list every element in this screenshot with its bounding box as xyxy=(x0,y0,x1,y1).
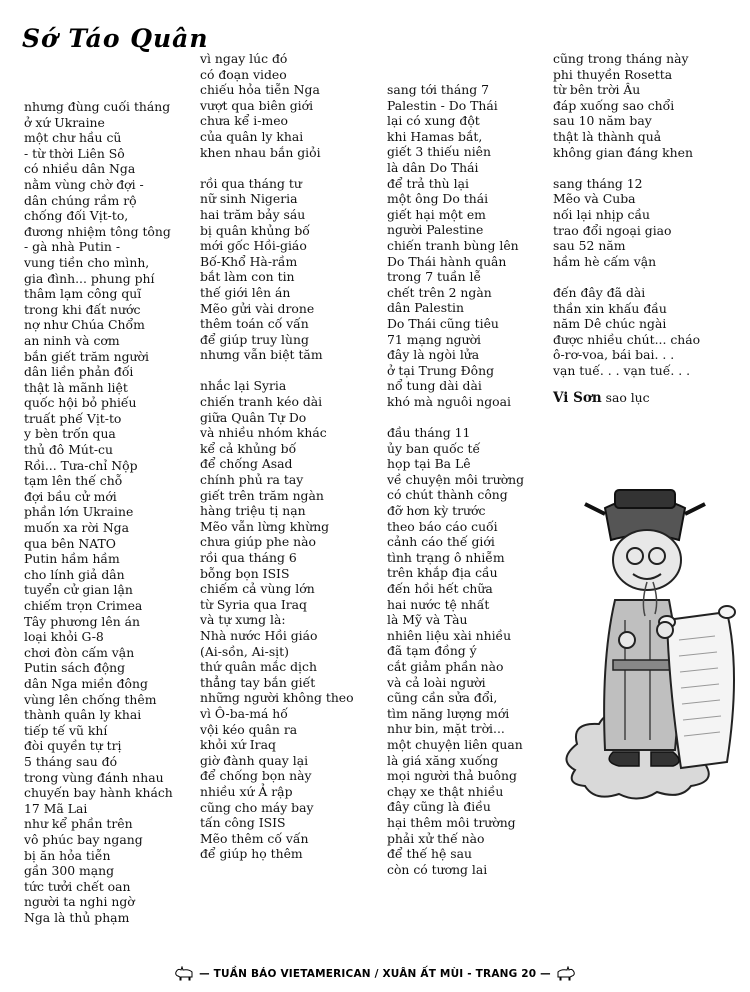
author-name: Vi Sơn xyxy=(553,390,602,407)
poem-line: thật là thành quả xyxy=(553,128,662,144)
poem-column-3 xyxy=(387,82,524,877)
stanza-break xyxy=(200,160,354,176)
poem-line: vì Ô-ba-má hố xyxy=(200,705,288,721)
poem-line: Tây phương lên án xyxy=(24,613,141,629)
poem-line: Putin hầm hầm xyxy=(24,551,120,567)
poem-line: chiến tranh kéo dài xyxy=(200,394,323,410)
poem-line: chiếm cả vùng lớn xyxy=(200,581,315,597)
poem-line: thêm toán cố vấn xyxy=(200,316,309,332)
poem-line: vì ngay lúc đó xyxy=(200,51,288,66)
poem-line: loại khỏi G-8 xyxy=(24,629,104,645)
signature xyxy=(553,390,700,407)
poem-line: ô-rơ-voa, bái bai. . . xyxy=(553,347,675,363)
poem-line: là dân Do Thái xyxy=(387,159,479,175)
poem-line: rồi qua tháng 6 xyxy=(200,550,297,565)
poem-line: sang tới tháng 7 xyxy=(387,82,490,97)
poem-line: ủy ban quốc tế xyxy=(387,440,481,456)
poem-line: và tự xưng là: xyxy=(200,612,286,628)
poem-line: lại có xung đột xyxy=(387,113,480,129)
poem-line: đầu tháng 11 xyxy=(387,425,471,441)
poem-line: đây cũng là điều xyxy=(387,799,491,815)
poem-line: ở xứ Ukraine xyxy=(24,114,105,130)
poem-line: đương nhiệm tông tông xyxy=(24,223,171,239)
poem-line: về chuyện môi trường xyxy=(387,471,525,487)
poem-line: nhưng đùng cuối tháng xyxy=(24,99,171,114)
poem-line: giết trên trăm ngàn xyxy=(200,487,324,503)
poem-line: trong khi đất nước xyxy=(24,301,141,317)
poem-line: vượt qua biên giới xyxy=(200,97,314,113)
poem-line: nằm vùng chờ đợi - xyxy=(24,176,144,192)
poem-line: thật là mãnh liệt xyxy=(24,379,128,395)
poem-line: dân chúng rầm rộ xyxy=(24,192,137,208)
poem-line: Mẽo gửi vài drone xyxy=(200,300,315,316)
poem-line: vạn tuế. . . vạn tuế. . . xyxy=(553,362,691,378)
poem-line: trên khắp địa cầu xyxy=(387,565,498,581)
poem-line: vô phúc bay ngang xyxy=(24,831,143,847)
poem-line: giết 3 thiếu niên xyxy=(387,144,491,160)
poem-line: nhiên liệu xài nhiều xyxy=(387,627,512,643)
poem-line: sau 10 năm bay xyxy=(553,113,652,129)
poem-line: ở tại Trung Đông xyxy=(387,362,495,378)
poem-line: tìm năng lượng mới xyxy=(387,705,510,721)
poem-line: như bin, mặt trời... xyxy=(387,721,505,737)
poem-line: cắt giảm phần nào xyxy=(387,658,504,674)
poem-line: - gà nhà Putin - xyxy=(24,239,121,255)
poem-line: bị quân khủng bố xyxy=(200,222,310,238)
poem-line: chính phủ ra tay xyxy=(200,472,304,488)
poem-line: cho lính giả dân xyxy=(24,566,125,582)
poem-line: của quân ly khai xyxy=(200,128,304,144)
poem-line: cảnh cáo thế giới xyxy=(387,534,495,550)
poem-line: nối lại nhịp cầu xyxy=(553,206,651,222)
poem-line: rồi qua tháng tư xyxy=(200,175,302,191)
poem-line: chưa kể i-meo xyxy=(200,113,288,129)
poem-line: hầm hè cấm vận xyxy=(553,253,657,269)
poem-line: sang tháng 12 xyxy=(553,175,643,191)
poem-line: truất phế Vịt-to xyxy=(24,410,122,426)
poem-line: năm Dê chúc ngài xyxy=(553,316,667,332)
poem-line: Mẽo vẫn lừng khừng xyxy=(200,518,330,534)
goat-icon xyxy=(555,966,577,982)
poem-line: một chuyện liên quan xyxy=(387,736,523,752)
poem-line: muốn xa rời Nga xyxy=(24,520,129,536)
poem-line: không gian đáng khen xyxy=(553,144,693,160)
poem-line: hai nước tệ nhất xyxy=(387,596,490,612)
poem-line: tiếp tế vũ khí xyxy=(24,722,108,738)
poem-line: để trả thù lại xyxy=(387,175,469,191)
poem-line: giờ đành quay lại xyxy=(200,752,309,768)
poem-line: và cả loài người xyxy=(387,674,486,690)
poem-line: khi Hamas bắt, xyxy=(387,128,483,144)
poem-line: một ông Do thái xyxy=(387,191,489,207)
poem-line: gần 300 mạng xyxy=(24,863,115,879)
poem-line: người ta nghi ngờ xyxy=(24,894,135,910)
poem-line: còn có tương lai xyxy=(387,861,488,877)
poem-line: Rồi... Tưa-chỉ Nộp xyxy=(24,457,138,473)
poem-line: Do Thái hành quân xyxy=(387,253,507,269)
stanza-break xyxy=(553,160,700,176)
poem-column-2 xyxy=(200,51,354,862)
poem-line: đáp xuống sao chổi xyxy=(553,97,675,113)
poem-line: khỏi xứ Iraq xyxy=(200,737,276,753)
poem-line: để giúp truy lùng xyxy=(200,331,309,347)
poem-line: thủ đô Mút-cu xyxy=(24,442,113,458)
poem-column-1 xyxy=(24,99,173,925)
page-title: Sớ Táo Quân xyxy=(22,24,209,53)
poem-line: để giúp họ thêm xyxy=(200,846,303,862)
poem-line: tạm lên thế chỗ xyxy=(24,473,123,489)
poem-column-4 xyxy=(553,51,700,407)
stanza-break xyxy=(200,363,354,379)
author-suffix: sao lục xyxy=(601,390,650,406)
poem-line: có nhiều dân Nga xyxy=(24,161,136,177)
poem-line: chống đối Vịt-to, xyxy=(24,208,129,224)
poem-line: khó mà nguôi ngoai xyxy=(387,393,511,409)
poem-line: để thế hệ sau xyxy=(387,846,472,862)
poem-line: y bèn trốn qua xyxy=(24,426,116,442)
poem-line: đây là ngòi lửa xyxy=(387,347,480,363)
poem-line: Bố-Khổ Hà-rầm xyxy=(200,253,298,269)
stanza-break xyxy=(387,409,524,425)
stanza-break xyxy=(553,269,700,285)
poem-line: chơi đòn cấm vận xyxy=(24,644,135,660)
poem-line: là giá xăng xuống xyxy=(387,752,499,768)
poem-line: bắn giết trăm người xyxy=(24,348,149,364)
poem-line: 5 tháng sau đó xyxy=(24,753,118,769)
poem-line: họp tại Ba Lê xyxy=(387,456,471,472)
poem-line: để chống bọn này xyxy=(200,768,312,784)
poem-line: Mẽo và Cuba xyxy=(553,191,636,207)
poem-line: nhưng vẫn biệt tăm xyxy=(200,347,323,363)
poem-line: bắt làm con tin xyxy=(200,269,295,285)
poem-line: chưa giúp phe nào xyxy=(200,534,316,550)
poem-line: thần xin khấu đầu xyxy=(553,300,667,316)
poem-line: cũng trong tháng này xyxy=(553,51,689,66)
poem-line: hai trăm bảy sáu xyxy=(200,206,306,222)
poem-line: bị ăn hỏa tiễn xyxy=(24,847,111,863)
poem-line: hại thêm môi trường xyxy=(387,814,516,830)
poem-line: mọi người thả buông xyxy=(387,768,517,784)
poem-line: từ bên trời Âu xyxy=(553,82,641,98)
poem-line: nhắc lại Syria xyxy=(200,378,287,394)
poem-line: tuyển cử gian lận xyxy=(24,582,133,598)
poem-line: giết hại một em xyxy=(387,206,486,222)
poem-line: thứ quân mắc dịch xyxy=(200,659,317,675)
poem-line: giữa Quân Tự Do xyxy=(200,409,307,425)
poem-line: Mẽo thêm cố vấn xyxy=(200,830,309,846)
poem-line: vùng lên chống thêm xyxy=(24,691,157,707)
goat-icon xyxy=(173,966,195,982)
footer-text: — TUẦN BÁO VIETAMERICAN / XUÂN ẤT MÙI - TRANG 20 — xyxy=(199,968,551,980)
poem-line: nữ sinh Nigeria xyxy=(200,191,298,207)
poem-line: đã tạm đồng ý xyxy=(387,643,477,659)
poem-line: dân liền phản đối xyxy=(24,364,134,380)
poem-line: đòi quyền tự trị xyxy=(24,738,122,754)
poem-line: chuyến bay hành khách xyxy=(24,785,173,801)
poem-line: gia đình... phung phí xyxy=(24,270,155,286)
poem-line: Putin sách động xyxy=(24,660,126,676)
poem-line: (Ai-sồn, Ai-sịt) xyxy=(200,643,289,659)
poem-line: mới gốc Hồi-giáo xyxy=(200,238,307,254)
poem-line: quốc hội bỏ phiếu xyxy=(24,395,137,411)
poem-line: 71 mạng người xyxy=(387,331,482,347)
poem-line: là Mỹ và Tàu xyxy=(387,612,468,628)
poem-line: cũng cần sửa đổi, xyxy=(387,690,498,706)
kitchen-god-scroll-illustration xyxy=(555,470,745,800)
poem-line: tình trạng ô nhiễm xyxy=(387,549,505,565)
poem-line: cũng cho máy bay xyxy=(200,799,314,815)
poem-line: Nhà nước Hồi giáo xyxy=(200,627,318,643)
poem-line: Nga là thủ phạm xyxy=(24,909,130,925)
poem-line: trong 7 tuần lễ xyxy=(387,269,482,285)
poem-line: những người không theo xyxy=(200,690,354,706)
poem-line: được nhiều chút... cháo xyxy=(553,331,701,347)
poem-line: thành quân ly khai xyxy=(24,707,142,723)
poem-line: vung tiền cho mình, xyxy=(24,254,150,270)
poem-line: từ Syria qua Iraq xyxy=(200,596,307,612)
poem-line: vội kéo quân ra xyxy=(200,721,298,737)
poem-line: thẳng tay bắn giết xyxy=(200,674,316,690)
poem-line: đỡ hơn kỳ trước xyxy=(387,503,486,519)
poem-line: nổ tung dài dài xyxy=(387,378,482,394)
poem-line: chiếm trọn Crimea xyxy=(24,598,143,613)
poem-line: đợi bầu cử mới xyxy=(24,488,117,504)
poem-line: chết trên 2 ngàn xyxy=(387,284,492,300)
poem-line: bỗng bọn ISIS xyxy=(200,565,290,581)
poem-line: 17 Mã Lai xyxy=(24,800,88,816)
poem-line: dân Nga miền đông xyxy=(24,675,148,691)
poem-line: thế giới lên án xyxy=(200,284,291,300)
poem-line: để chống Asad xyxy=(200,456,293,472)
poem-line: sau 52 năm xyxy=(553,238,626,254)
poem-line: chạy xe thật nhiều xyxy=(387,783,504,799)
poem-line: Palestin - Do Thái xyxy=(387,97,498,113)
poem-line: tấn công ISIS xyxy=(200,815,286,831)
poem-line: thâm lạm công quĩ xyxy=(24,286,142,302)
poem-line: nợ như Chúa Chổm xyxy=(24,317,145,333)
poem-line: khen nhau bắn giỏi xyxy=(200,144,321,160)
poem-line: có chút thành công xyxy=(387,487,508,503)
poem-line: trong vùng đánh nhau xyxy=(24,769,164,785)
poem-line: đến hồi hết chữa xyxy=(387,581,493,596)
poem-line: như kể phần trên xyxy=(24,816,133,832)
poem-line: kể cả khủng bố xyxy=(200,440,297,456)
poem-line: Do Thái cũng tiêu xyxy=(387,315,499,331)
poem-line: chiếu hỏa tiễn Nga xyxy=(200,82,320,98)
poem-line: phi thuyền Rosetta xyxy=(553,66,673,82)
poem-line: chiến tranh bùng lên xyxy=(387,237,519,253)
poem-line: và nhiều nhóm khác xyxy=(200,425,327,441)
poem-line: - từ thời Liên Sô xyxy=(24,145,125,161)
poem-line: một chư hầu cũ xyxy=(24,130,122,146)
page-footer xyxy=(0,966,750,982)
poem-line: theo báo cáo cuối xyxy=(387,518,498,534)
poem-line: qua bên NATO xyxy=(24,535,116,551)
poem-line: tức tưởi chết oan xyxy=(24,878,131,894)
poem-line: đến đây đã dài xyxy=(553,284,646,300)
poem-line: nhiều xứ Ả rập xyxy=(200,783,293,799)
poem-line: phần lớn Ukraine xyxy=(24,504,134,520)
poem-line: dân Palestin xyxy=(387,300,464,316)
poem-line: an ninh và cơm xyxy=(24,332,120,348)
poem-line: hàng triệu tị nạn xyxy=(200,503,306,519)
poem-line: có đoạn video xyxy=(200,66,287,82)
poem-line: người Palestine xyxy=(387,222,484,238)
poem-line: phải xử thế nào xyxy=(387,830,485,846)
poem-line: trao đổi ngoại giao xyxy=(553,222,672,238)
